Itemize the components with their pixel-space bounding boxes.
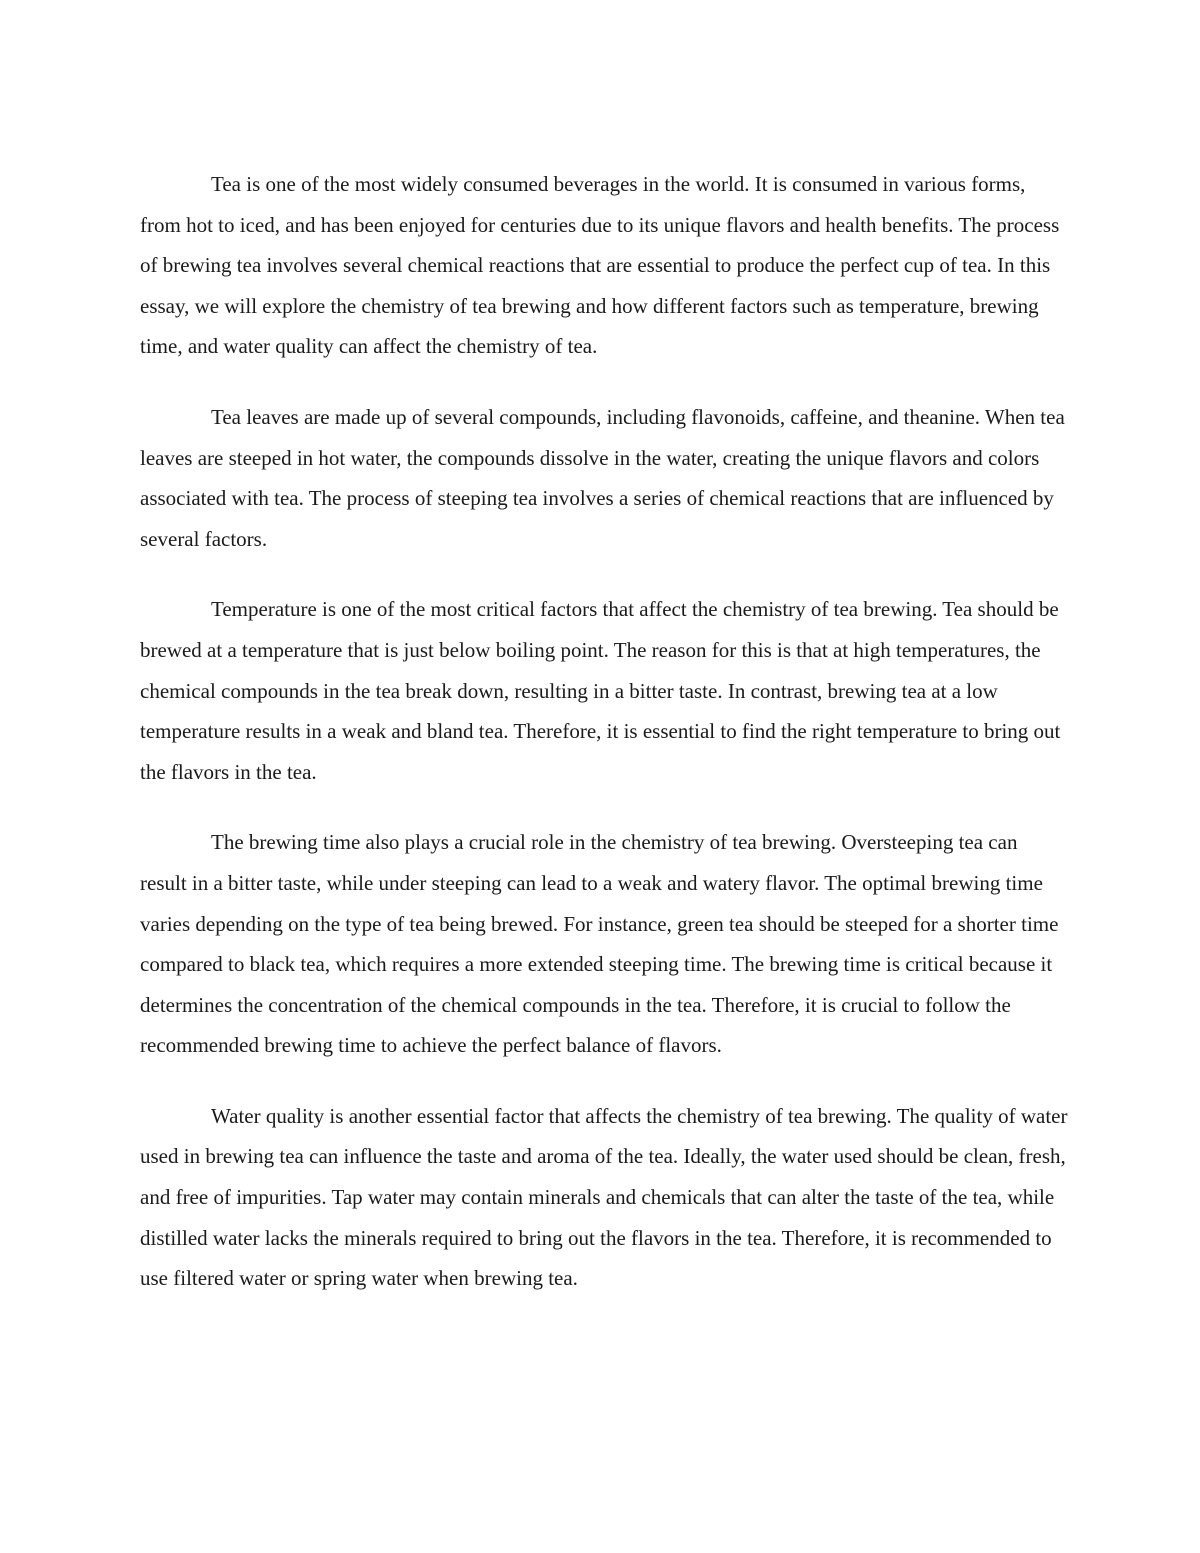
essay-body bbox=[140, 164, 1068, 1329]
paragraph-water-quality: Water quality is another essential factor that affects the chemistry of tea brewing. The quality of water used in brewing tea can influence the taste and aroma of the tea. Ideally, the water used should be clean, fresh, and free of impurities. Tap water may contain minerals and chemicals that can alter the taste of the tea, while distilled water lacks the minerals required to bring out the flavors in the tea. Therefore, it is recommended to use filtered water or spring water when brewing tea. bbox=[140, 1103, 1068, 1291]
paragraph-temperature: Temperature is one of the most critical factors that affect the chemistry of tea brewing. Tea should be brewed at a temperature that is just below boiling point. The reason for this is that at high temperatures, the chemical compounds in the tea break down, resulting in a bitter taste. In contrast, brewing tea at a low temperature results in a weak and bland tea. Therefore, it is essential to find the right temperature to bring out the flavors in the tea. bbox=[140, 597, 1061, 784]
paragraph-tea-compounds: Tea leaves are made up of several compounds, including flavonoids, caffeine, and theanine. When tea leaves are steeped in hot water, the compounds dissolve in the water, creating the unique flavors and colors associated with tea. The process of steeping tea involves a series of chemical reactions that are influenced by several factors. bbox=[140, 404, 1065, 551]
paragraph-introduction: Tea is one of the most widely consumed beverages in the world. It is consumed in various forms, from hot to iced, and has been enjoyed for centuries due to its unique flavors and health benefits. The process of brewing tea involves several chemical reactions that are essential to produce the perfect cup of tea. In this essay, we will explore the chemistry of tea brewing and how different factors such as temperature, brewing time, and water quality can affect the chemistry of tea. bbox=[140, 172, 1060, 359]
paragraph-brewing-time: The brewing time also plays a crucial role in the chemistry of tea brewing. Oversteeping tea can result in a bitter taste, while under steeping can lead to a weak and watery flavor. The optimal brewing time varies depending on the type of tea being brewed. For instance, green tea should be steeped for a shorter time compared to black tea, which requires a more extended steeping time. The brewing time is critical because it determines the concentration of the chemical compounds in the tea. Therefore, it is crucial to follow the recommended brewing time to achieve the perfect balance of flavors. bbox=[140, 830, 1059, 1058]
